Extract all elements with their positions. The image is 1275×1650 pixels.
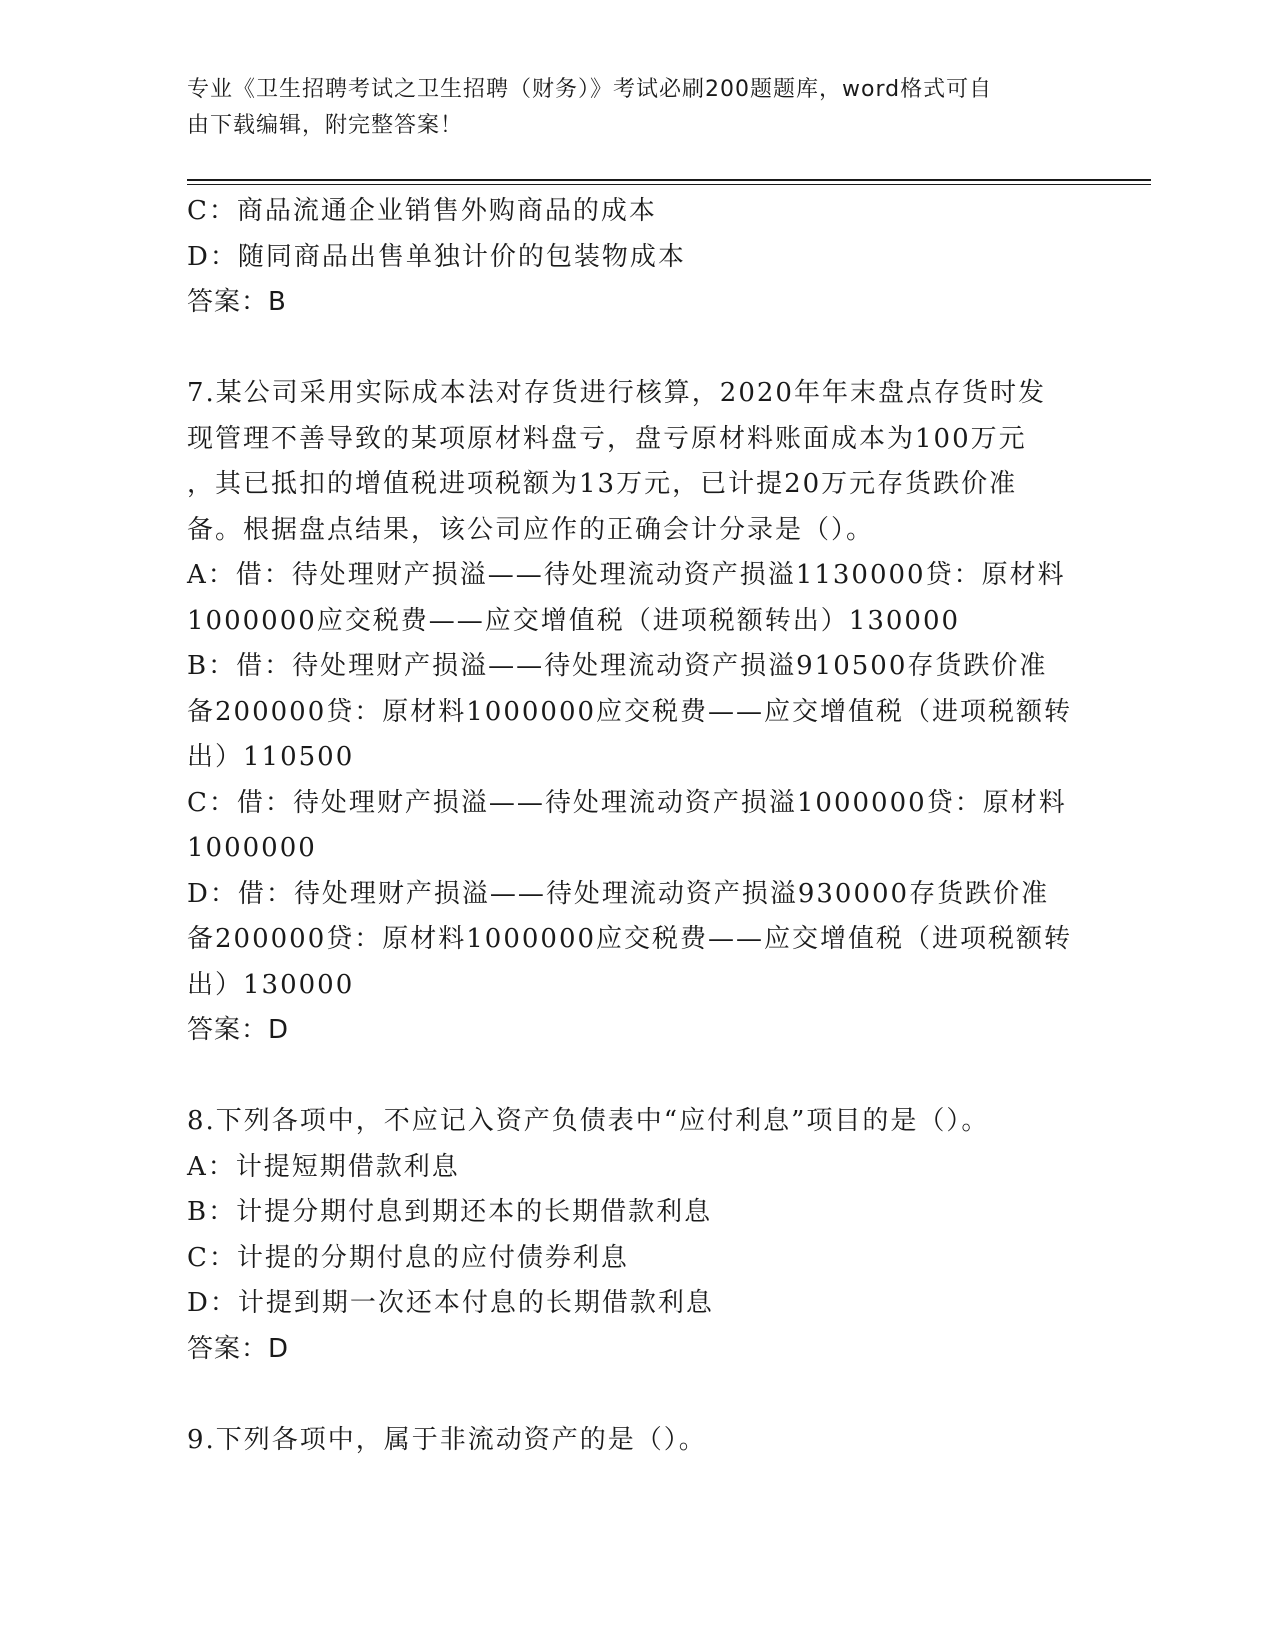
spacer xyxy=(187,1372,1087,1418)
q7-stem-line: 备。根据盘点结果，该公司应作的正确会计分录是（）。 xyxy=(187,514,875,545)
prev-answer: 答案：B xyxy=(187,287,287,317)
prev-option-c: C：商品流通企业销售外购商品的成本 xyxy=(187,196,657,226)
q7-answer: 答案：D xyxy=(187,1015,290,1045)
q8-option-a: A：计提短期借款利息 xyxy=(187,1151,460,1182)
q8-option-c: C：计提的分期付息的应付债券利息 xyxy=(187,1242,629,1273)
q7-option-a-line: 1000000应交税费——应交增值税（进项税额转出）130000 xyxy=(187,605,961,636)
q7-option-d-line: 备200000贷：原材料1000000应交税费——应交增值税（进项税额转 xyxy=(187,924,1073,954)
page-header xyxy=(187,72,1067,144)
header-line-1: 专业《卫生招聘考试之卫生招聘（财务）》考试必刷200题题库，word格式可自 xyxy=(187,77,993,102)
q7-option-d-line: 出）130000 xyxy=(187,969,355,1000)
header-rule-thick xyxy=(187,179,1151,181)
header-rule-thin xyxy=(187,184,1151,185)
q8-answer: 答案：D xyxy=(187,1333,290,1364)
spacer xyxy=(187,1054,1087,1100)
q8-option-b: B：计提分期付息到期还本的长期借款利息 xyxy=(187,1197,713,1227)
q7-option-c-line: C：借：待处理财产损溢——待处理流动资产损溢1000000贷：原材料 xyxy=(187,787,1067,818)
prev-option-d: D：随同商品出售单独计价的包装物成本 xyxy=(187,241,686,272)
question-8 xyxy=(187,1099,1087,1372)
q7-stem-line: 7.某公司采用实际成本法对存货进行核算，2020年年末盘点存货时发 xyxy=(187,378,1046,408)
header-line-2: 由下载编辑，附完整答案！ xyxy=(187,113,464,138)
q8-option-d: D：计提到期一次还本付息的长期借款利息 xyxy=(187,1288,714,1318)
q7-option-c-line: 1000000 xyxy=(187,833,317,863)
q7-option-d-line: D：借：待处理财产损溢——待处理流动资产损溢930000存货跌价准 xyxy=(187,878,1050,909)
question-9 xyxy=(187,1418,1087,1464)
q7-option-b-line: 备200000贷：原材料1000000应交税费——应交增值税（进项税额转 xyxy=(187,696,1073,727)
q7-option-b-line: B：借：待处理财产损溢——待处理流动资产损溢910500存货跌价准 xyxy=(187,651,1048,681)
q7-stem-line: 现管理不善导致的某项原材料盘亏，盘亏原材料账面成本为100万元 xyxy=(187,423,1027,454)
spacer xyxy=(187,326,1087,372)
q7-option-a-line: A：借：待处理财产损溢——待处理流动资产损溢1130000贷：原材料 xyxy=(187,560,1066,590)
q7-stem-line: ，其已抵扣的增值税进项税额为13万元，已计提20万元存货跌价准 xyxy=(187,469,1018,499)
question-content xyxy=(187,189,1087,1463)
q7-option-b-line: 出）110500 xyxy=(187,742,355,772)
question-7 xyxy=(187,371,1087,1054)
q9-stem: 9.下列各项中，属于非流动资产的是（）。 xyxy=(187,1424,707,1455)
q8-stem: 8.下列各项中，不应记入资产负债表中“应付利息”项目的是（）。 xyxy=(187,1106,990,1136)
